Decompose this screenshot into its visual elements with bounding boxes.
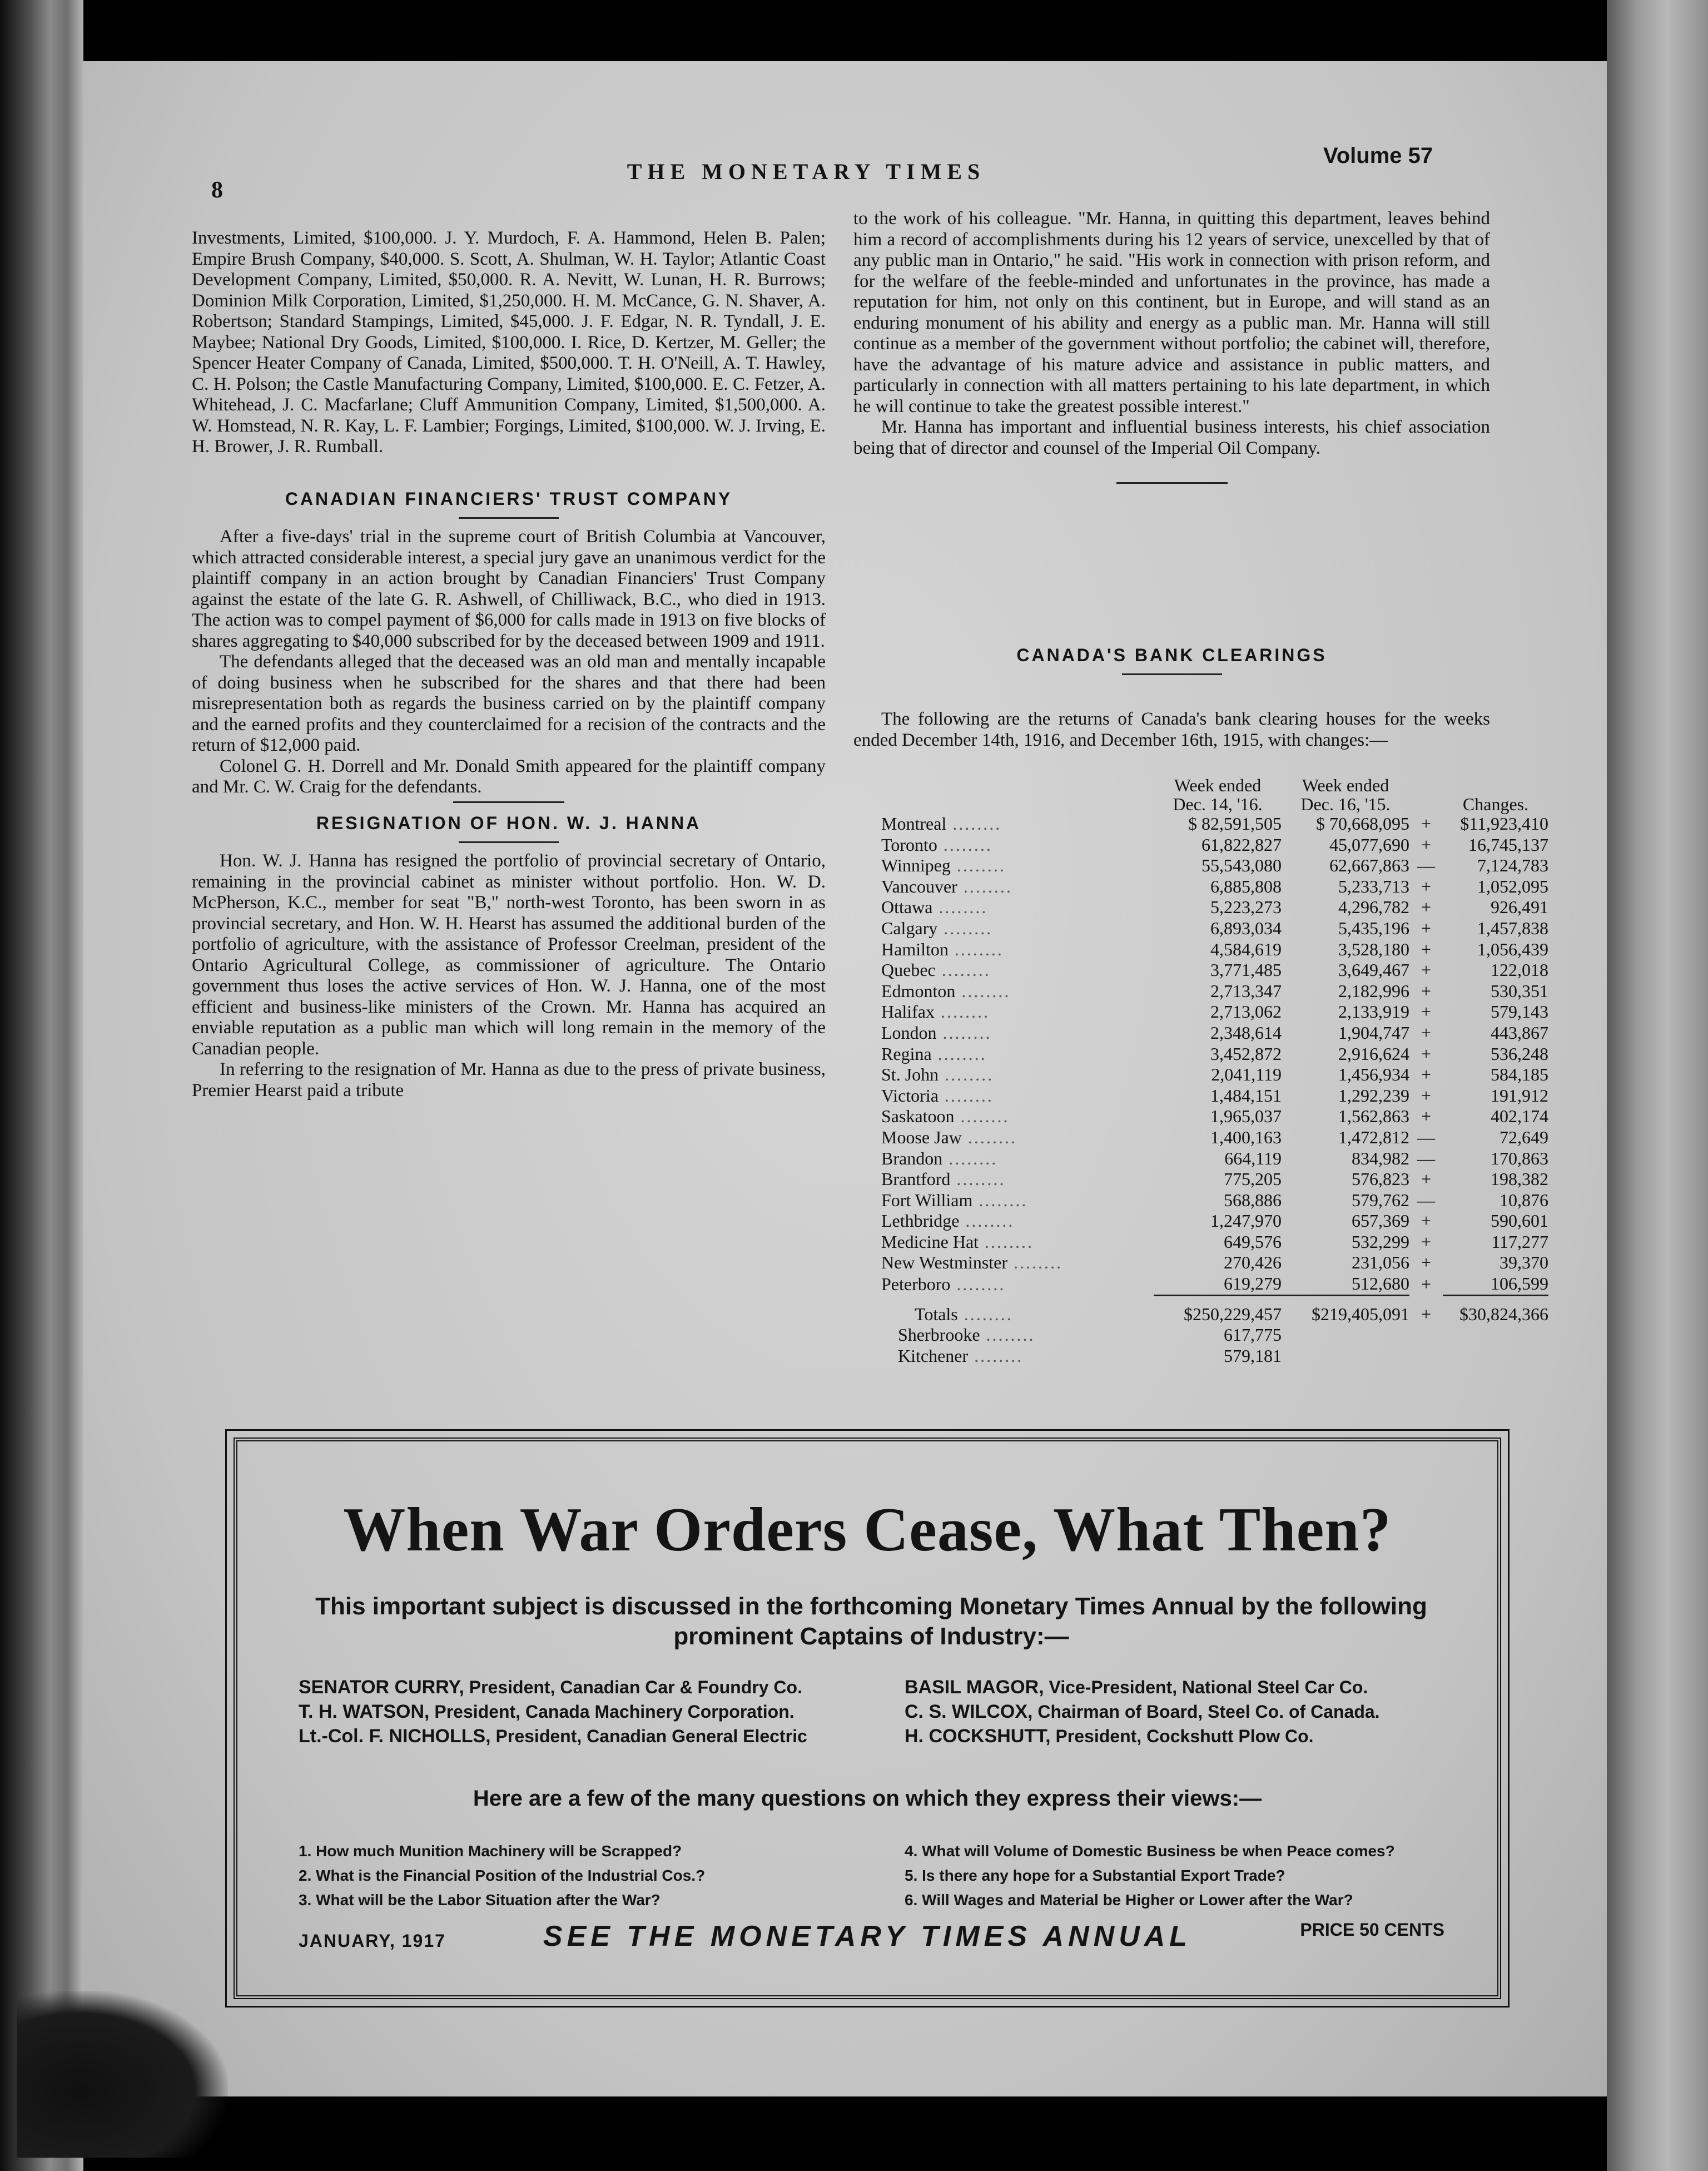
clearings-heading-block [853, 645, 1490, 683]
week-1916-cell: 5,223,273 [1210, 897, 1282, 918]
change-sign-cell: + [1421, 834, 1432, 855]
city-cell: New Westminster ........ [881, 1252, 1063, 1273]
change-cell: 198,382 [1491, 1169, 1548, 1189]
trust-paragraph: The defendants alleged that the deceased was an old man and mentally incapable of doing business when he subscribed for the shares and that there had been misrepresentation both as regards the business carried on by the plaintiff company and the earned profits and they counterclaimed for a recision of the contracts and the return of $12,000 paid. [192, 652, 826, 755]
week-1916-cell: 664,119 [1224, 1148, 1282, 1168]
bank-clearings-table [881, 776, 1548, 1366]
change-sign-cell: — [1417, 1189, 1435, 1210]
week-1916-cell: 1,484,151 [1210, 1085, 1282, 1106]
change-sign-cell: + [1421, 960, 1432, 980]
trust-paragraph: After a five-days' trial in the supreme court of British Columbia at Vancouver, which attracted considerable interest, a special jury gave an unanimous verdict for the plaintiff company in an action brought by Canadian Financiers' Trust Company against the estate of the late G. R. Ashwell, of Chilliwack, B.C., who died in 1913. The action was to compel payment of $6,000 for calls made in 1913 on five blocks of shares aggregating to $40,000 subscribed for by the deceased between 1909 and 1911. [192, 527, 826, 651]
city-cell: Halifax ........ [881, 1002, 990, 1022]
sum-rule-cell [881, 1295, 1154, 1304]
week-1916-cell: 619,279 [1224, 1273, 1282, 1294]
annual-advertisement [234, 1438, 1501, 1999]
week-1916-cell: 579,181 [1224, 1345, 1282, 1366]
total-1915-cell: $219,405,091 [1312, 1303, 1409, 1324]
ad-person: Lt.-Col. F. NICHOLLS, President, Canadian General Electric [299, 1726, 807, 1747]
ad-person: C. S. WILCOX, Chairman of Board, Steel Co. of Canada. [905, 1701, 1380, 1722]
city-cell: Lethbridge ........ [881, 1211, 1015, 1231]
change-cell: 117,277 [1491, 1231, 1548, 1252]
total-sign-cell: + [1421, 1303, 1432, 1324]
heading-rule [459, 841, 559, 843]
tribute-paragraph: Mr. Hanna has important and influential business interests, his chief association being that of director and counsel of the Imperial Oil Company. [853, 417, 1490, 458]
change-cell: 106,599 [1491, 1273, 1548, 1294]
change-cell: 926,491 [1491, 897, 1548, 918]
week-1915-header: Week ended Dec. 16, '15. [1300, 775, 1391, 814]
ad-question: 2. What is the Financial Position of the Industrial Cos.? [299, 1867, 706, 1884]
change-cell: $11,923,410 [1460, 814, 1548, 834]
change-sign-cell: + [1421, 1252, 1432, 1273]
ad-questions-left [299, 1839, 705, 1912]
city-cell: Winnipeg ........ [881, 855, 1006, 876]
sum-rule-row [881, 1295, 1548, 1304]
empty-cell [1409, 1346, 1443, 1367]
table-row [881, 939, 1548, 960]
week-1916-cell: 3,452,872 [1210, 1043, 1282, 1064]
ad-question: 4. What will Volume of Domestic Business be when Peace comes? [905, 1842, 1395, 1860]
week-1915-cell: 4,296,782 [1338, 897, 1409, 918]
week-1915-cell: 231,056 [1352, 1252, 1409, 1273]
city-cell: Brantford ........ [881, 1169, 1006, 1189]
city-cell: Saskatoon ........ [881, 1106, 1010, 1127]
clearings-intro [853, 709, 1490, 751]
change-cell: 72,649 [1500, 1127, 1548, 1147]
table-row [881, 1273, 1548, 1295]
change-sign-cell: + [1421, 1043, 1432, 1064]
change-sign-cell: + [1421, 876, 1432, 896]
ad-questions-right [905, 1839, 1395, 1912]
week-1916-cell: 61,822,827 [1201, 834, 1282, 855]
city-cell: Hamilton ........ [881, 939, 1004, 959]
week-1916-cell: 568,886 [1224, 1189, 1282, 1210]
incorporations-paragraph: Investments, Limited, $100,000. J. Y. Murdoch, F. A. Hammond, Helen B. Palen; Empire Brush Company, $40,000. S. Scott, A. Shulman, W. H. Taylor; Atlantic Coast Development Company, Limited, $50,000. R. A. Nevitt, W. Lunan, H. R. Burrows; Dominion Milk Corporation, Limited, $1,250,000. H. M. McCance, G. N. Shaver, A. Robertson; Standard Stampings, Limited, $45,000. J. F. Edgar, N. R. Tyndall, J. E. Maybee; National Dry Goods, Limited, $100,000. I. Rice, D. Kertzer, M. Geller; the Spencer Heater Company of Canada, Limited, $500,000. T. H. O'Neill, A. T. Hawley, C. H. Polson; the Castle Manufacturing Company, Limited, $100,000. E. C. Fetzer, A. Whitehead, J. C. Macfarlane; Cluff Ammunition Company, Limited, $1,500,000. A. W. Homstead, N. R. Kay, L. F. Lambier; Forgings, Limited, $100,000. W. J. Irving, E. H. Brower, J. R. Rumball. [192, 228, 826, 457]
change-cell: 16,745,137 [1468, 834, 1548, 855]
city-cell: Regina ........ [881, 1043, 987, 1064]
hanna-paragraph: Hon. W. J. Hanna has resigned the portfolio of provincial secretary of Ontario, remaining in the provincial cabinet as minister without portfolio. Hon. W. D. McPherson, K.C., member for seat "B," north-west Toronto, has been sworn in as provincial secretary, and Hon. W. H. Hearst has assumed the additional burden of the portfolio of agriculture, with the assistance of Professor Creelman, president of the Ontario Agricultural College, as commissioner of agriculture. The Ontario government thus loses the active services of Hon. W. J. Hanna, one of the most efficient and business-like ministers of the Crown. Mr. Hanna has acquired an enviable reputation as a public man which will long remain in the memory of the Canadian people. [192, 851, 826, 1059]
table-row [881, 1325, 1548, 1346]
week-1916-cell: $ 82,591,505 [1188, 814, 1282, 834]
change-cell: 122,018 [1491, 960, 1548, 980]
change-cell: 7,124,783 [1477, 855, 1548, 876]
week-1916-cell: 4,584,619 [1210, 939, 1282, 959]
binder-clip-shadow [17, 1991, 228, 2158]
week-1915-cell: 532,299 [1352, 1231, 1409, 1252]
ad-question: 1. How much Munition Machinery will be Scrapped? [299, 1842, 682, 1860]
change-sign-cell: + [1421, 939, 1432, 959]
change-cell: 39,370 [1500, 1252, 1548, 1273]
change-cell: 1,056,439 [1477, 939, 1548, 959]
ad-see-line: SEE THE MONETARY TIMES ANNUAL [543, 1920, 1192, 1952]
heading-rule [459, 517, 559, 519]
week-1916-cell: 1,247,970 [1210, 1211, 1282, 1231]
table-row [881, 835, 1548, 856]
change-sign-cell: — [1417, 1148, 1435, 1168]
city-cell: Totals ........ [915, 1303, 1013, 1324]
week-1916-cell: 2,041,119 [1211, 1064, 1282, 1085]
week-1915-cell: 579,762 [1352, 1189, 1409, 1210]
ad-question: 3. What will be the Labor Situation after the War? [299, 1891, 661, 1909]
table-row [881, 1169, 1548, 1190]
city-cell: Ottawa ........ [881, 897, 988, 918]
week-1916-cell: 617,775 [1224, 1325, 1282, 1345]
table-row [881, 897, 1548, 918]
ad-people-right [905, 1675, 1380, 1748]
empty-cell [1282, 1346, 1409, 1367]
change-sign-cell: — [1417, 855, 1435, 876]
sum-rule-cell [1409, 1295, 1443, 1304]
change-cell: 191,912 [1491, 1085, 1548, 1106]
facing-page-edge [1607, 0, 1708, 2171]
change-sign-cell: + [1421, 1211, 1432, 1231]
city-cell: Brandon ........ [881, 1148, 998, 1168]
week-1915-cell: 1,292,239 [1338, 1085, 1409, 1106]
table-row [881, 918, 1548, 939]
table-row [881, 1190, 1548, 1211]
week-1915-cell: 5,435,196 [1338, 918, 1409, 938]
table-row [881, 1044, 1548, 1065]
table-row [881, 1211, 1548, 1232]
table-row [881, 814, 1548, 835]
week-1915-cell: 62,667,863 [1329, 855, 1409, 876]
empty-cell [1443, 1325, 1548, 1346]
change-sign-cell: + [1421, 1169, 1432, 1189]
empty-cell [1443, 1346, 1548, 1367]
change-cell: 590,601 [1491, 1211, 1548, 1231]
table-row [881, 1232, 1548, 1253]
empty-cell [1409, 1325, 1443, 1346]
tribute-paragraph: to the work of his colleague. "Mr. Hanna, in quitting this department, leaves behind him a record of accomplishments during his 12 years of service, unexcelled by that of any public man in Ontario," he said. "His work in connection with prison reform, and for the welfare of the feeble-minded and unfortunates in the province, has made a reputation for him, not only on this continent, but in Europe, and will stand as an enduring monument of his ability and energy as a public man. Mr. Hanna will still continue as a member of the government without portfolio; the cabinet will, therefore, have the advantage of his mature advice and assistance in public matters, and particularly in connection with all matters pertaining to his late department, in which he will continue to take the greatest possible interest." [853, 209, 1490, 417]
city-cell: Kitchener ........ [898, 1345, 1024, 1366]
change-sign-cell: — [1417, 1127, 1435, 1147]
table-row [881, 1346, 1548, 1367]
change-sign-cell: + [1421, 1085, 1432, 1106]
city-cell: London ........ [881, 1022, 992, 1043]
week-1916-header: Week ended Dec. 14, '16. [1173, 775, 1263, 814]
week-1915-cell: 3,649,467 [1338, 960, 1409, 980]
change-sign-cell: + [1421, 1002, 1432, 1022]
sum-rule-cell [1154, 1295, 1282, 1304]
table-row [881, 1252, 1548, 1273]
running-head: THE MONETARY TIMES [627, 159, 986, 184]
change-cell: 530,351 [1491, 980, 1548, 1001]
city-cell: Edmonton ........ [881, 980, 1011, 1001]
week-1915-cell: 2,916,624 [1338, 1043, 1409, 1064]
week-1916-cell: 6,885,808 [1210, 876, 1282, 896]
changes-header: Changes. [1462, 794, 1529, 814]
page-number: 8 [211, 177, 223, 203]
city-cell: Peterboro ........ [881, 1273, 1006, 1294]
table-row [881, 1064, 1548, 1086]
city-cell: Calgary ........ [881, 918, 993, 938]
week-1915-cell: 2,133,919 [1338, 1002, 1409, 1022]
ad-price: PRICE 50 CENTS [1300, 1920, 1444, 1940]
change-sign-cell: + [1421, 980, 1432, 1001]
change-sign-cell: + [1421, 1231, 1432, 1252]
week-1916-cell: 1,965,037 [1210, 1106, 1282, 1127]
week-1915-cell: 834,982 [1352, 1148, 1409, 1168]
week-1915-cell: 1,904,747 [1338, 1022, 1409, 1043]
ad-title: When War Orders Cease, What Then? [343, 1495, 1392, 1564]
left-column [192, 228, 826, 1101]
table-row [881, 855, 1548, 876]
table-row [881, 876, 1548, 898]
ad-subtitle: This important subject is discussed in the forthcoming Monetary Times Annual by the following prominent Captains of Industry:— [315, 1593, 1427, 1650]
hanna-paragraph: In referring to the resignation of Mr. Hanna as due to the press of private business, Premier Hearst paid a tribute [192, 1059, 826, 1101]
ad-question: 6. Will Wages and Material be Higher or Lower after the War? [905, 1891, 1353, 1909]
ad-person: H. COCKSHUTT, President, Cockshutt Plow Co. [905, 1726, 1314, 1747]
city-cell: Fort William ........ [881, 1189, 1028, 1210]
table-row [881, 1304, 1548, 1325]
week-1915-cell: 45,077,690 [1329, 834, 1409, 855]
week-1915-cell: 1,456,934 [1338, 1064, 1409, 1085]
week-1915-cell: 5,233,713 [1338, 876, 1409, 896]
total-change-cell: $30,824,366 [1459, 1303, 1548, 1324]
table-row [881, 960, 1548, 981]
change-cell: 170,863 [1491, 1148, 1548, 1168]
city-cell: Medicine Hat ........ [881, 1231, 1034, 1252]
sign-header [1409, 776, 1443, 814]
city-cell: Victoria ........ [881, 1085, 994, 1106]
ad-person: BASIL MAGOR, Vice-President, National Steel Car Co. [905, 1677, 1368, 1698]
ad-people-left [299, 1675, 807, 1748]
clearings-intro-text: The following are the returns of Canada's bank clearing houses for the weeks ended December 14th, 1916, and December 16th, 1915, with changes:— [853, 709, 1490, 750]
change-cell: 579,143 [1491, 1002, 1548, 1022]
week-1916-cell: 2,713,347 [1210, 980, 1282, 1001]
table-row [881, 981, 1548, 1002]
right-column [853, 209, 1490, 484]
trust-paragraph: Colonel G. H. Dorrell and Mr. Donald Smith appeared for the plaintiff company and Mr. C. W. Craig for the defendants. [192, 756, 826, 797]
sum-rule-cell [1443, 1295, 1548, 1304]
empty-cell [1282, 1325, 1409, 1346]
change-cell: 402,174 [1491, 1106, 1548, 1127]
table-row [881, 1023, 1548, 1044]
bank-table-body [881, 814, 1548, 1366]
change-sign-cell: + [1421, 814, 1432, 834]
sum-rule-cell [1282, 1295, 1409, 1304]
week-1916-cell: 2,348,614 [1210, 1022, 1282, 1043]
city-cell: Montreal ........ [881, 814, 1002, 834]
table-row [881, 1127, 1548, 1148]
heading-rule [1122, 673, 1222, 675]
table-row [881, 1086, 1548, 1107]
week-1915-cell: 3,528,180 [1338, 939, 1409, 959]
book-spine-shadow [0, 0, 83, 2171]
ad-date: JANUARY, 1917 [299, 1931, 446, 1951]
city-cell: Moose Jaw ........ [881, 1127, 1017, 1147]
ad-person: T. H. WATSON, President, Canada Machinery Corporation. [299, 1701, 795, 1722]
week-1915-cell: 576,823 [1352, 1169, 1409, 1189]
change-cell: 536,248 [1491, 1043, 1548, 1064]
trust-company-heading: CANADIAN FINANCIERS' TRUST COMPANY [285, 488, 733, 509]
week-1915-cell: 1,472,812 [1338, 1127, 1409, 1147]
week-1915-cell: 657,369 [1352, 1211, 1409, 1231]
ad-questions-heading: Here are a few of the many questions on which they express their views:— [473, 1786, 1262, 1811]
week-1916-cell: 3,771,485 [1210, 960, 1282, 980]
change-cell: 1,457,838 [1477, 918, 1548, 938]
table-row [881, 1148, 1548, 1169]
city-cell: St. John ........ [881, 1064, 994, 1085]
week-1916-cell: 1,400,163 [1210, 1127, 1282, 1147]
change-sign-cell: + [1421, 1022, 1432, 1043]
week-1916-cell: 649,576 [1224, 1231, 1282, 1252]
change-cell: 584,185 [1491, 1064, 1548, 1085]
change-cell: 1,052,095 [1477, 876, 1548, 896]
week-1916-cell: 270,426 [1224, 1252, 1282, 1273]
volume-label: Volume 57 [1323, 143, 1433, 168]
total-1916-cell: $250,229,457 [1184, 1303, 1282, 1324]
change-sign-cell: + [1421, 918, 1432, 938]
clearings-heading: CANADA'S BANK CLEARINGS [1016, 645, 1327, 665]
week-1915-cell: 1,562,863 [1338, 1106, 1409, 1127]
change-sign-cell: + [1421, 1106, 1432, 1127]
change-sign-cell: + [1421, 1273, 1432, 1294]
city-cell: Sherbrooke ........ [898, 1325, 1035, 1345]
section-rule [1116, 482, 1228, 484]
hanna-heading: RESIGNATION OF HON. W. J. HANNA [316, 812, 702, 833]
city-cell: Vancouver ........ [881, 876, 1012, 896]
city-cell: Quebec ........ [881, 960, 991, 980]
change-sign-cell: + [1421, 1064, 1432, 1085]
week-1915-cell: 2,182,996 [1338, 980, 1409, 1001]
change-cell: 443,867 [1491, 1022, 1548, 1043]
week-1916-cell: 2,713,062 [1210, 1002, 1282, 1022]
ad-person: SENATOR CURRY, President, Canadian Car & Foundry Co. [299, 1677, 802, 1698]
change-sign-cell: + [1421, 897, 1432, 918]
week-1916-cell: 6,893,034 [1210, 918, 1282, 938]
change-cell: 10,876 [1500, 1189, 1548, 1210]
week-1915-cell: $ 70,668,095 [1316, 814, 1409, 834]
table-row [881, 1106, 1548, 1127]
city-header [881, 776, 1154, 814]
table-row [881, 1002, 1548, 1023]
week-1915-cell: 512,680 [1352, 1273, 1409, 1294]
week-1916-cell: 775,205 [1224, 1169, 1282, 1189]
week-1916-cell: 55,543,080 [1201, 855, 1282, 876]
city-cell: Toronto ........ [881, 834, 992, 855]
ad-question: 5. Is there any hope for a Substantial Export Trade? [905, 1867, 1285, 1884]
